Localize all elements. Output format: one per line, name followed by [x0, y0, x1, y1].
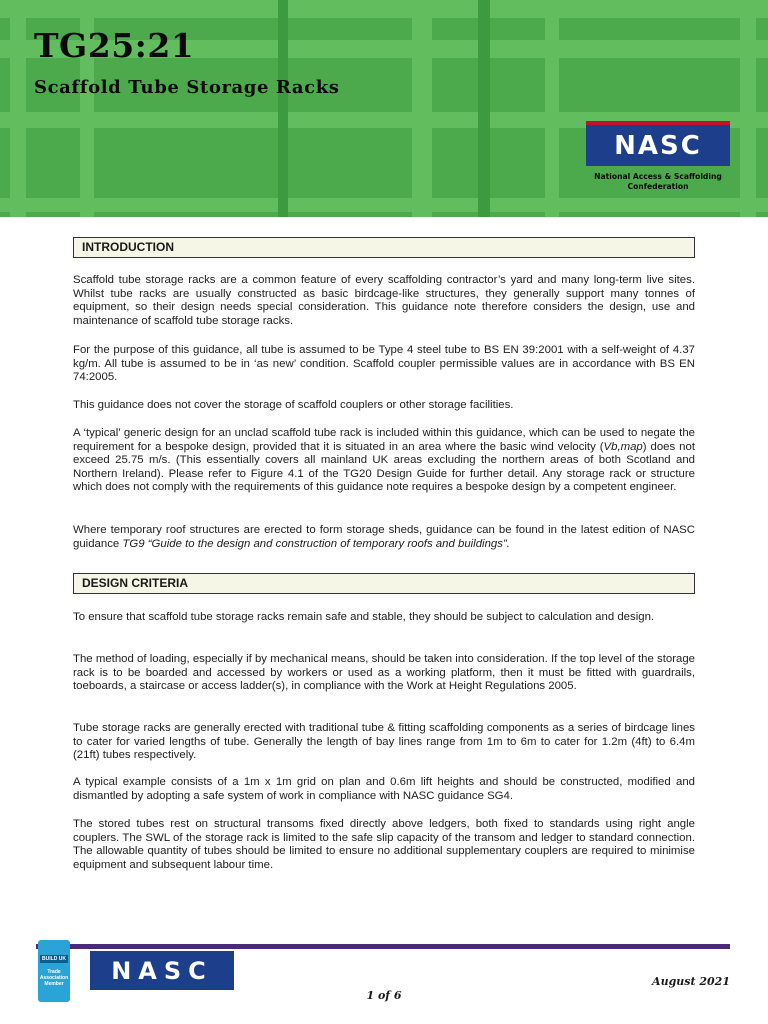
footer-rule [36, 944, 730, 949]
badge-label: BUILD UK [42, 956, 66, 962]
footer-logo-text: NASC [111, 956, 213, 985]
paragraph [73, 524, 695, 551]
page-number: 1 of 6 [366, 989, 402, 1002]
guidance-reference: TG9 “Guide to the design and construction of temporary roofs and buildings”. [122, 537, 510, 550]
section-heading-introduction: INTRODUCTION [73, 237, 695, 258]
paragraph: Tube storage racks are generally erected with traditional tube & fitting scaffolding components as a series of birdcage lines to cater for varied lengths of tube. Generally the length of bay lines range from 1m to 6m to cater for 1.2m (4ft) to 6.4m (21ft) tubes respectively. [73, 722, 695, 762]
logo-subtitle-line: National Access & Scaffolding [594, 172, 722, 181]
paragraph: This guidance does not cover the storage of scaffold couplers or other storage facilities. [73, 399, 514, 411]
badge-label: Association [39, 975, 69, 981]
nasc-logo-subtitle [580, 172, 736, 192]
document-title: Scaffold Tube Storage Racks [34, 77, 340, 98]
decorative-scaffold-bar [0, 0, 768, 18]
nasc-logo [586, 121, 730, 166]
paragraph: The stored tubes rest on structural transoms fixed directly above ledgers, both fixed to standards using right angle couplers. The SWL of the storage rack is limited to the safe slip capacity of the transom and ledger to standard connection. The allowable quantity of tubes should be limited to ensure no additional supplementary couplers are required to minimise equipment and subsequent labour time. [73, 818, 695, 871]
decorative-scaffold-bar [0, 198, 768, 212]
document-code: TG25:21 [34, 26, 195, 65]
paragraph-text: Where temporary roof structures are erected to form storage sheds, guidance can be found in the latest edition of NASC guidance [73, 524, 695, 550]
paragraph: A typical example consists of a 1m x 1m grid on plan and 0.6m lift heights and should be constructed, modified and dismantled by adopting a safe system of work in compliance with NASC guidance SG4. [73, 776, 695, 802]
decorative-scaffold-bar [478, 0, 490, 217]
badge-label: Trade [47, 969, 61, 975]
decorative-scaffold-bar [545, 0, 559, 217]
header-banner [0, 0, 768, 217]
paragraph-text: ) does not exceed 25.75 m/s. (This essentially covers all mainland UK areas excluding the northern areas of both Scotland and Northern Ireland). Please refer to Figure 4.1 of the TG20 Design Guide for further detail. Any storage rack or structure which does not comply with the requirements of this guidance note requires a bespoke design by a competent engineer. [73, 440, 695, 494]
footer-nasc-logo [90, 951, 234, 990]
decorative-scaffold-bar [10, 0, 26, 217]
wind-velocity-variable: Vb,map [603, 440, 643, 453]
paragraph: For the purpose of this guidance, all tube is assumed to be Type 4 steel tube to BS EN 39:2001 with a self-weight of 4.37 kg/m. All tube is assumed to be in ‘as new’ condition. Scaffold coupler permissible values are in accordance with BS EN 74:2005. [73, 344, 695, 384]
decorative-scaffold-bar [278, 0, 288, 217]
decorative-scaffold-bar [740, 0, 756, 217]
paragraph: Scaffold tube storage racks are a common feature of every scaffolding contractor’s yard and many long-term live sites. Whilst tube racks are usually constructed as basic birdcage-like structures, they generally support many tonnes of equipment, so their design needs special consideration. This guidance note therefore considers the design, use and maintenance of scaffold tube storage racks. [73, 274, 695, 327]
paragraph [73, 427, 695, 495]
footer-date: August 2021 [652, 975, 730, 988]
paragraph: To ensure that scaffold tube storage racks remain safe and stable, they should be subject to calculation and design. [73, 611, 655, 623]
nasc-logo-text: NASC [614, 130, 702, 161]
paragraph: The method of loading, especially if by mechanical means, should be taken into consideration. If the top level of the storage rack is to be boarded and accessed by workers or used as a working platform, then it must be fitted with guardrails, toeboards, a staircase or access ladder(s), in compliance with the Work at Height Regulations 2005. [73, 653, 695, 693]
badge-label: Member [44, 981, 64, 987]
decorative-scaffold-bar [412, 0, 432, 217]
logo-subtitle-line: Confederation [627, 182, 689, 191]
paragraph-text: A ‘typical’ generic design for an unclad scaffold tube rack is included within this guidance, which can be used to negate the requirement for a bespoke design, provided that it is situated in an area where the basic wind velocity ( [73, 427, 695, 453]
section-heading-design-criteria: DESIGN CRITERIA [73, 573, 695, 594]
